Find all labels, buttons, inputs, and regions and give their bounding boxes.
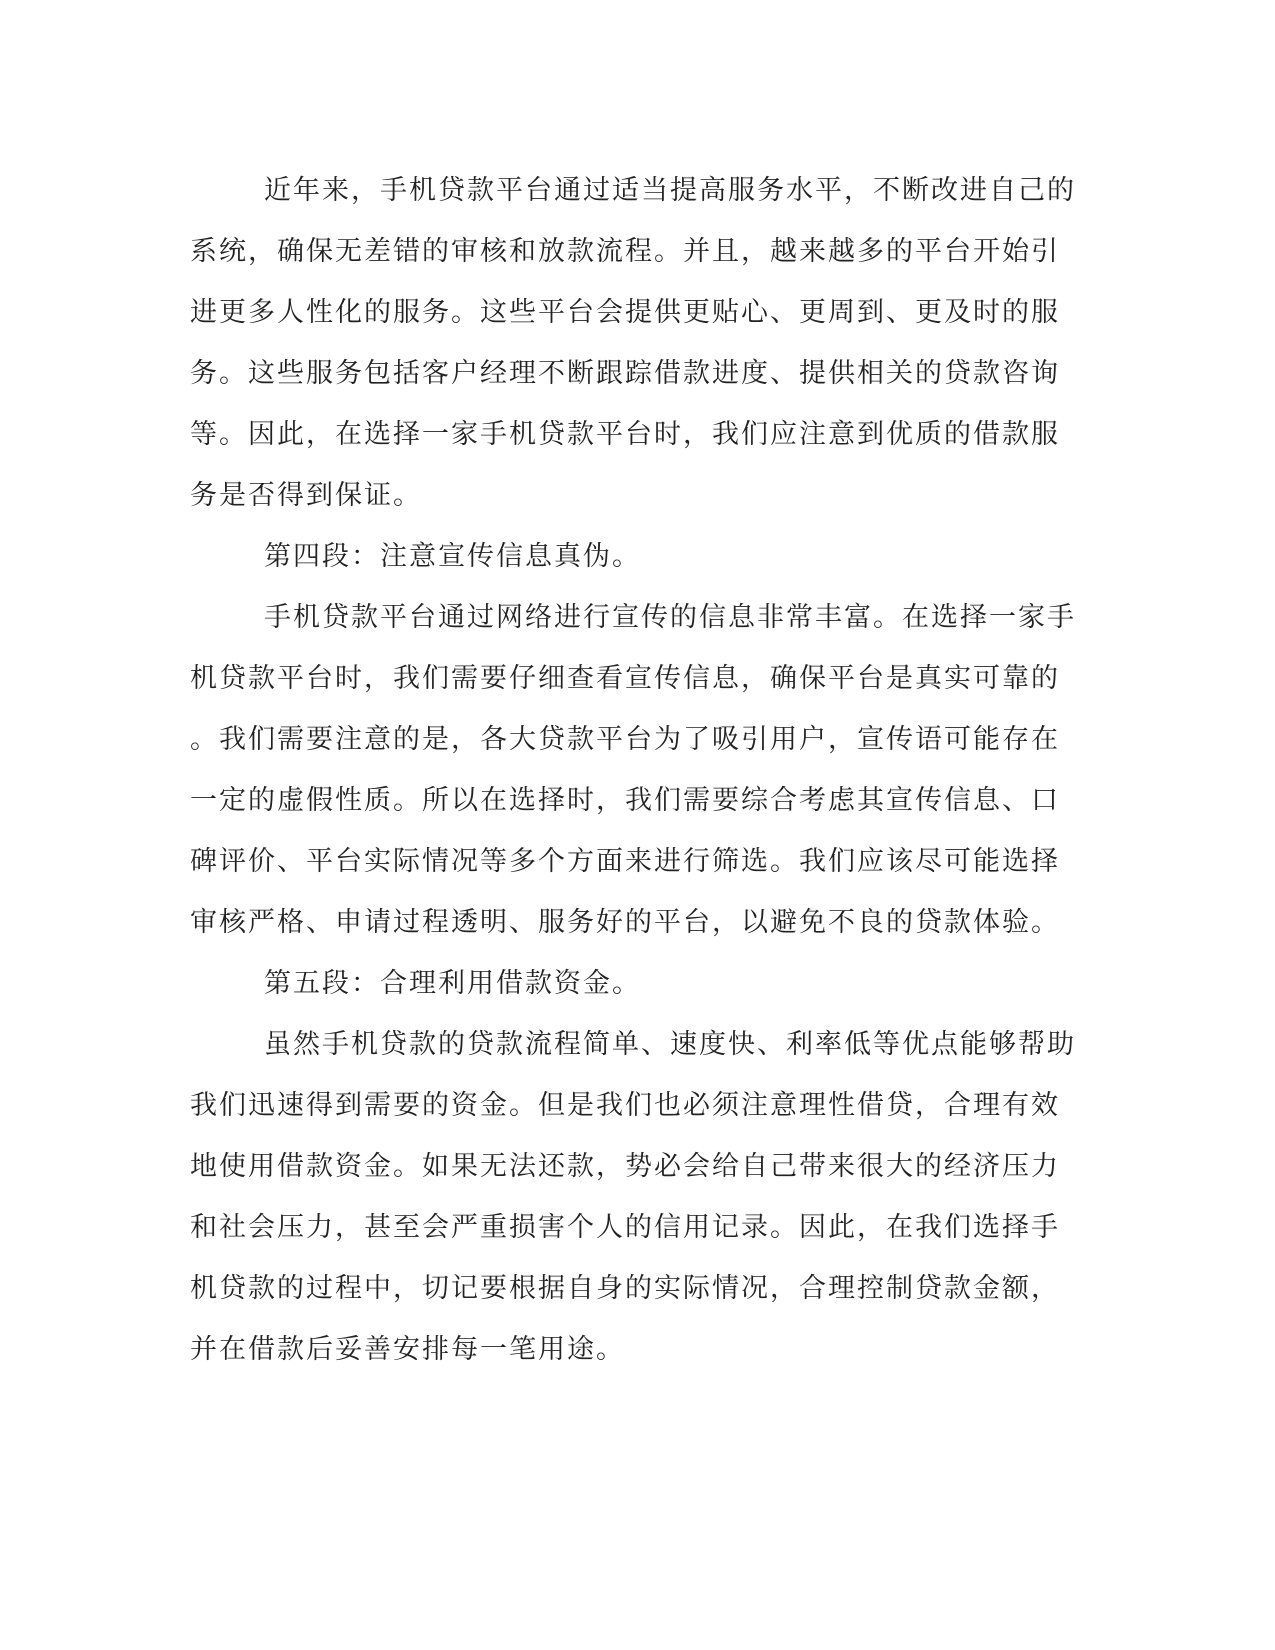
document-body [190,160,1085,1380]
text-line: 机贷款平台时，我们需要仔细查看宣传信息，确保平台是真实可靠的 [190,663,1060,694]
text-line: 务。这些服务包括客户经理不断跟踪借款进度、提供相关的贷款咨询 [190,358,1060,389]
text-line: 进更多人性化的服务。这些平台会提供更贴心、更周到、更及时的服 [190,297,1060,328]
text-line: 务是否得到保证。 [190,480,422,511]
text-line: 手机贷款平台通过网络进行宣传的信息非常丰富。在选择一家手 [264,602,1076,633]
section-heading: 第四段：注意宣传信息真伪。 [264,541,641,572]
text-line: 一定的虚假性质。所以在选择时，我们需要综合考虑其宣传信息、口 [190,785,1060,816]
text-line: 虽然手机贷款的贷款流程简单、速度快、利率低等优点能够帮助 [264,1029,1076,1060]
text-line: 。我们需要注意的是，各大贷款平台为了吸引用户，宣传语可能存在 [190,724,1060,755]
text-line: 等。因此，在选择一家手机贷款平台时，我们应注意到优质的借款服 [190,419,1060,450]
text-line: 我们迅速得到需要的资金。但是我们也必须注意理性借贷，合理有效 [190,1090,1060,1121]
text-line: 地使用借款资金。如果无法还款，势必会给自己带来很大的经济压力 [190,1151,1060,1182]
text-line: 近年来，手机贷款平台通过适当提高服务水平，不断改进自己的 [264,175,1076,206]
text-line: 和社会压力，甚至会严重损害个人的信用记录。因此，在我们选择手 [190,1212,1060,1243]
text-line: 系统，确保无差错的审核和放款流程。并且，越来越多的平台开始引 [190,236,1060,267]
text-line: 并在借款后妥善安排每一笔用途。 [190,1334,625,1365]
text-line: 审核严格、申请过程透明、服务好的平台，以避免不良的贷款体验。 [190,907,1060,938]
section-heading: 第五段：合理利用借款资金。 [264,968,641,999]
text-line: 机贷款的过程中，切记要根据自身的实际情况，合理控制贷款金额， [190,1273,1060,1304]
text-line: 碑评价、平台实际情况等多个方面来进行筛选。我们应该尽可能选择 [190,846,1060,877]
